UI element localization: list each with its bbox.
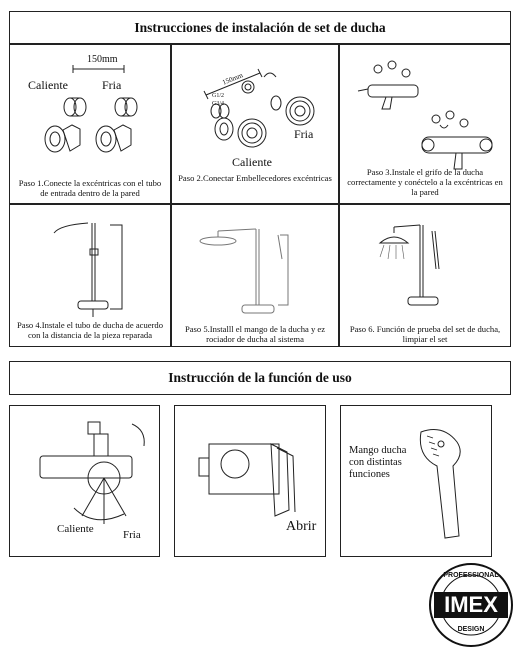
step-1-measure-label: 150mm — [87, 54, 118, 65]
step-2-measure-label: 150mm — [221, 71, 245, 87]
handshower-label-line-3: funciones — [349, 469, 390, 480]
step-2-thread-label-1: G1/2 — [212, 93, 224, 99]
step-2-panel — [171, 44, 339, 204]
step-1-panel — [9, 44, 171, 204]
section-installation-title — [9, 11, 511, 44]
mixer-hot-label: Caliente — [57, 523, 94, 535]
imex-logo-brand: IMEX — [444, 592, 498, 617]
step-4-panel — [9, 204, 171, 347]
step-1-caption: Paso 1.Conecte la excéntricas con el tubo de entrada dentro de la pared — [18, 178, 162, 198]
step-2-cold-label: Fria — [294, 127, 314, 141]
imex-logo-bottom-arc: DESIGN — [457, 626, 485, 633]
function-handshower-panel — [340, 405, 492, 557]
function-valve-panel — [174, 405, 326, 557]
step-2-caption: Paso 2.Conectar Embellecedores excéntricas — [178, 173, 332, 183]
imex-logo — [428, 562, 514, 648]
step-5-caption: Paso 5.Installl el mango de la ducha y ez rociador de ducha al sistema — [184, 324, 326, 344]
step-3-panel — [339, 44, 511, 204]
valve-open-label: Abrir — [286, 519, 317, 534]
step-2-thread-label-2: G3/4 — [212, 101, 224, 107]
imex-logo-top-arc: PROFESSIONAL — [443, 572, 499, 579]
section-function-title-text: Instrucción de la función de uso — [168, 370, 352, 385]
valve-illustration — [175, 406, 327, 558]
step-5-panel — [171, 204, 339, 347]
step-4-caption: Paso 4.Instale el tubo de ducha de acuerdo con la distancia de la pieza reparada — [16, 320, 164, 340]
handshower-label-line-1: Mango ducha — [349, 445, 407, 456]
step-3-caption: Paso 3.Instale el grifo de la ducha correctamente y conéctelo a la excéntricas en la pared — [347, 167, 503, 197]
mixer-cold-label: Fria — [123, 529, 141, 541]
section-installation-title-text: Instrucciones de instalación de set de ducha — [134, 19, 386, 35]
section-function-title — [9, 361, 511, 395]
step-2-hot-label: Caliente — [232, 155, 272, 169]
step-6-caption: Paso 6. Función de prueba del set de ducha, limpiar el set — [349, 324, 501, 344]
step-6-panel — [339, 204, 511, 347]
handshower-illustration — [341, 406, 493, 558]
function-mixer-panel — [9, 405, 160, 557]
step-1-hot-label: Caliente — [28, 78, 68, 92]
handshower-label-line-2: con distintas — [349, 457, 402, 468]
step-1-cold-label: Fria — [102, 78, 122, 92]
